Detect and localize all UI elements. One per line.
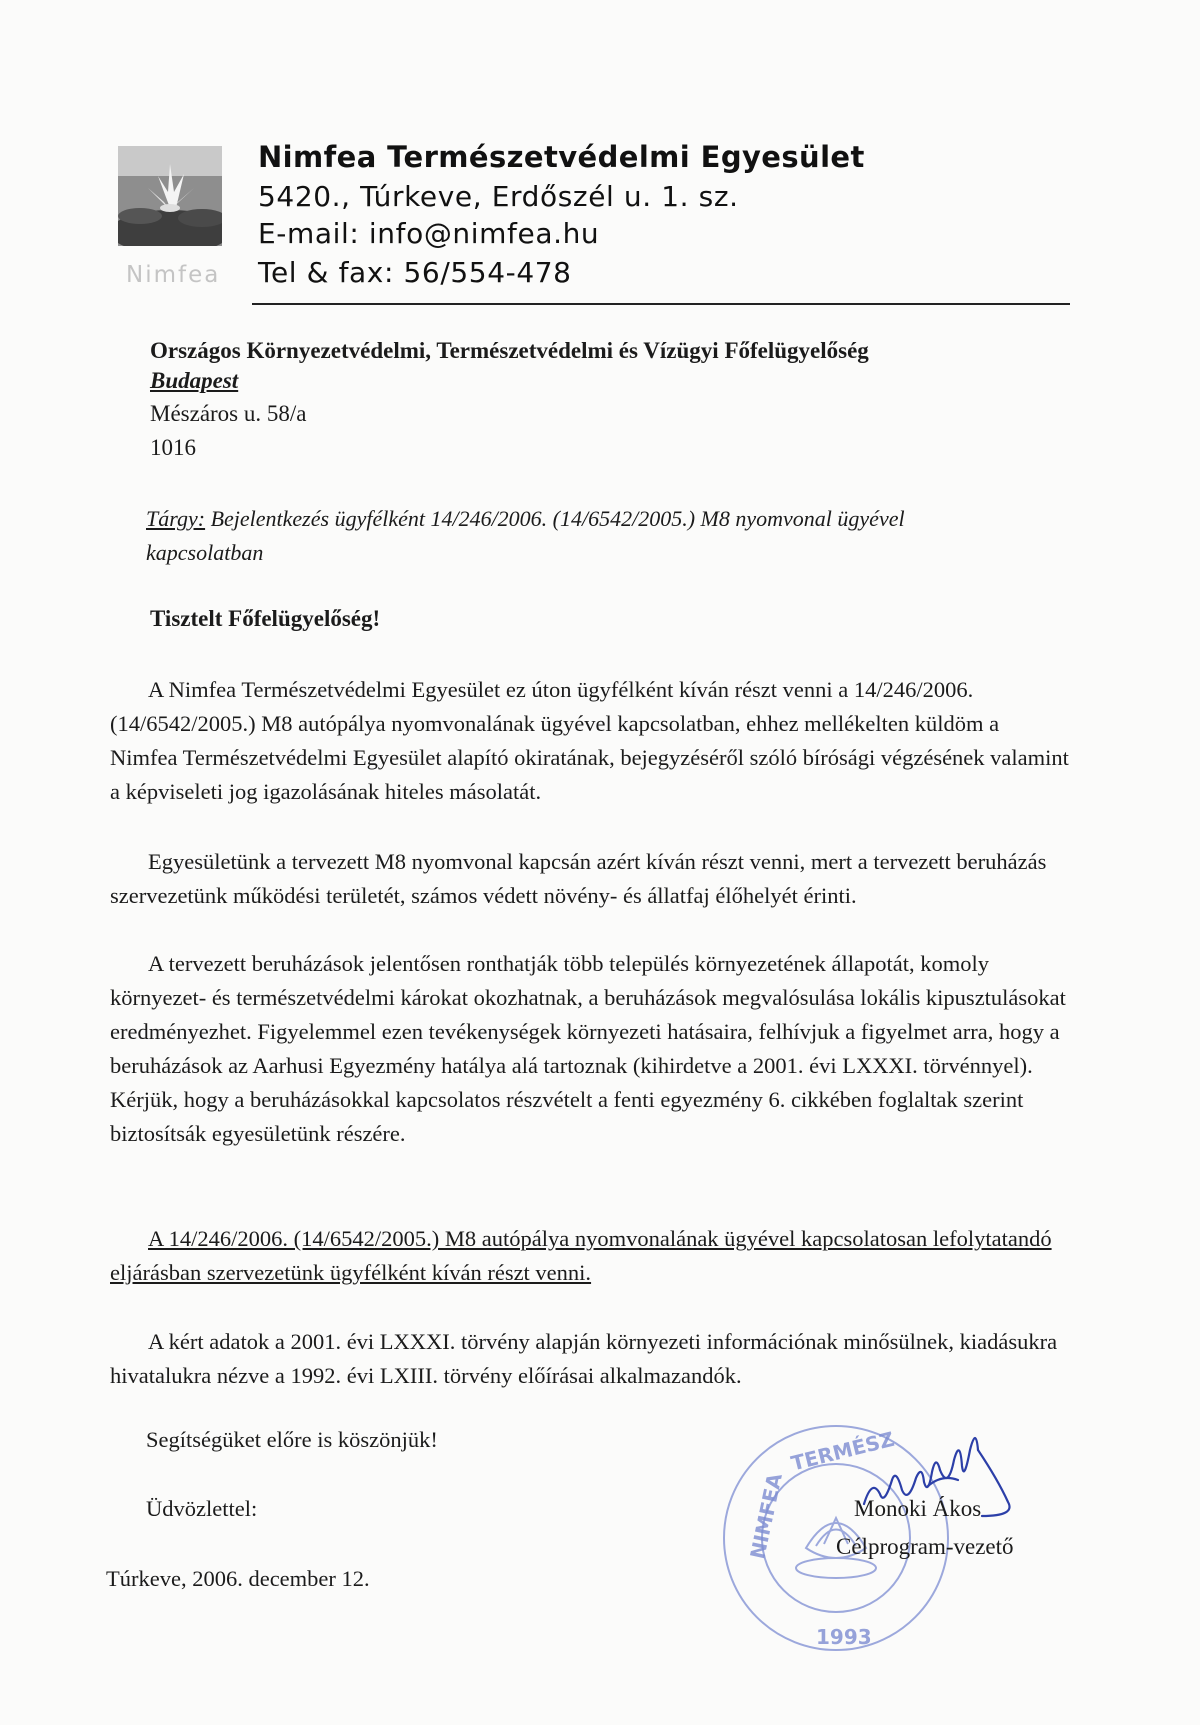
- signer-name: Monoki Ákos: [854, 1496, 982, 1521]
- recipient-street: Mészáros u. 58/a: [150, 401, 307, 426]
- organization-address: 5420., Túrkeve, Erdőszél u. 1. sz.: [258, 180, 739, 213]
- salutation: Tisztelt Főfelügyelőség!: [150, 606, 381, 631]
- place-date: Túrkeve, 2006. december 12.: [106, 1566, 370, 1591]
- svg-text:TERMÉSZ: TERMÉSZ: [788, 1426, 897, 1476]
- recipient-city: Budapest: [150, 368, 239, 393]
- recipient-zip: 1016: [150, 435, 196, 460]
- logo-image: [118, 146, 222, 246]
- organization-name: Nimfea Természetvédelmi Egyesület: [258, 140, 865, 174]
- closing-thanks: Segítségüket előre is köszönjük!: [146, 1427, 438, 1452]
- logo-text: Nimfea: [126, 262, 221, 288]
- organization-phone: Tel & fax: 56/554-478: [258, 256, 572, 289]
- body-paragraph-1: A Nimfea Természetvédelmi Egyesület ez úton ügyfélként kíván részt venni a 14/246/2006. (14/6542/2005.) M8 autópálya nyomvonalának ügyével kapcsolatban, ehhez mellékelten küldöm a Nimfea Természetvédelmi Egyesület alapító okiratának, bejegyzéséről szóló bírósági végzésének valamint a képviseleti jog igazolásának hiteles másolatát.: [110, 677, 1069, 804]
- recipient-name: Országos Környezetvédelmi, Természetvédelmi és Vízügyi Főfelügyelőség: [150, 338, 869, 363]
- closing-regards: Üdvözlettel:: [146, 1496, 258, 1521]
- organization-email: E-mail: info@nimfea.hu: [258, 217, 600, 250]
- letterhead-divider: [252, 303, 1070, 305]
- body-paragraph-3: A tervezett beruházások jelentősen ronthatják több település környezetének állapotát, komoly környezet- és természetvédelmi károkat okozhatnak, a beruházások megvalósulása lokális kipusztulásokat eredményezhet. Figyelemmel ezen tevékenységek környezeti hatásaira, felhívjuk a figyelmet arra, hogy a beruházások az Aarhusi Egyezmény hatálya alá tartoznak (kihirdetve a 2001. évi LXXXI. törvénnyel). Kérjük, hogy a beruházásokkal kapcsolatos részvételt a fenti egyezmény 6. cikkében foglaltak szerint biztosítsák egyesületünk részére.: [110, 951, 1066, 1146]
- svg-text:1993: 1993: [816, 1625, 872, 1649]
- subject-text: Bejelentkezés ügyfélként 14/246/2006. (14/6542/2005.) M8 nyomvonal ügyével kapcsolatban: [146, 506, 905, 565]
- body-paragraph-2: Egyesületünk a tervezett M8 nyomvonal kapcsán azért kíván részt venni, mert a tervezett beruházás szervezetünk működési területét, számos védett növény- és állatfaj élőhelyét érinti.: [110, 849, 1047, 908]
- subject-line: [146, 502, 1006, 570]
- body-paragraph-5: A kért adatok a 2001. évi LXXXI. törvény alapján környezeti információnak minősülnek, kiadásukra hivatalukra nézve a 1992. évi LXIII. törvény előírásai alkalmazandók.: [110, 1329, 1058, 1388]
- svg-text:NIMFEA: NIMFEA: [745, 1471, 787, 1562]
- body-paragraph-4: A 14/246/2006. (14/6542/2005.) M8 autópálya nyomvonalának ügyével kapcsolatosan lefolytatandó eljárásban szervezetünk ügyfélként kíván részt venni.: [110, 1226, 1052, 1285]
- subject-label: Tárgy:: [146, 506, 206, 531]
- signer-role: Célprogram-vezető: [836, 1534, 1014, 1559]
